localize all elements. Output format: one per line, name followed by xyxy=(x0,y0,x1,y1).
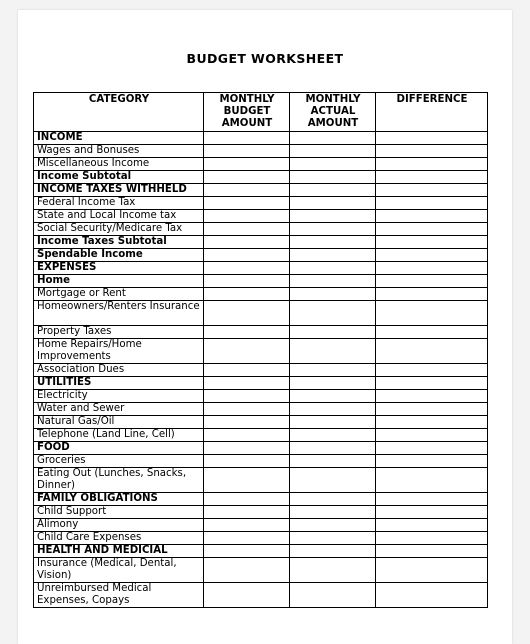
category-cell: Spendable Income xyxy=(34,249,204,262)
table-row xyxy=(34,468,488,493)
table-row xyxy=(34,145,488,158)
budget-amount-cell[interactable] xyxy=(204,583,290,608)
table-row xyxy=(34,288,488,301)
actual-amount-cell[interactable] xyxy=(290,377,376,390)
category-cell: Electricity xyxy=(34,390,204,403)
category-cell: Social Security/Medicare Tax xyxy=(34,223,204,236)
difference-cell[interactable] xyxy=(376,545,488,558)
actual-amount-cell[interactable] xyxy=(290,468,376,493)
difference-cell[interactable] xyxy=(376,468,488,493)
category-cell: Alimony xyxy=(34,519,204,532)
category-cell: Child Support xyxy=(34,506,204,519)
table-row xyxy=(34,403,488,416)
difference-cell[interactable] xyxy=(376,236,488,249)
budget-amount-cell[interactable] xyxy=(204,210,290,223)
header-row xyxy=(34,93,488,132)
difference-cell[interactable] xyxy=(376,223,488,236)
actual-amount-cell[interactable] xyxy=(290,493,376,506)
actual-amount-cell[interactable] xyxy=(290,455,376,468)
actual-amount-cell[interactable] xyxy=(290,275,376,288)
actual-amount-cell[interactable] xyxy=(290,506,376,519)
table-row xyxy=(34,506,488,519)
budget-amount-cell[interactable] xyxy=(204,275,290,288)
category-cell: Eating Out (Lunches, Snacks, Dinner) xyxy=(34,468,204,493)
budget-amount-cell[interactable] xyxy=(204,288,290,301)
category-cell: Association Dues xyxy=(34,364,204,377)
budget-amount-cell[interactable] xyxy=(204,249,290,262)
budget-amount-cell[interactable] xyxy=(204,236,290,249)
budget-table xyxy=(33,92,488,608)
table-row xyxy=(34,545,488,558)
category-cell: Homeowners/Renters Insurance xyxy=(34,301,204,326)
actual-amount-cell[interactable] xyxy=(290,364,376,377)
category-cell: Water and Sewer xyxy=(34,403,204,416)
category-cell: INCOME xyxy=(34,132,204,145)
actual-amount-cell[interactable] xyxy=(290,262,376,275)
table-row xyxy=(34,429,488,442)
category-cell: Home Repairs/Home Improvements xyxy=(34,339,204,364)
category-cell: Wages and Bonuses xyxy=(34,145,204,158)
budget-amount-cell[interactable] xyxy=(204,326,290,339)
difference-cell[interactable] xyxy=(376,493,488,506)
actual-amount-cell[interactable] xyxy=(290,390,376,403)
budget-amount-cell[interactable] xyxy=(204,558,290,583)
actual-amount-cell[interactable] xyxy=(290,236,376,249)
difference-cell[interactable] xyxy=(376,377,488,390)
budget-amount-cell[interactable] xyxy=(204,132,290,145)
budget-amount-cell[interactable] xyxy=(204,455,290,468)
budget-amount-cell[interactable] xyxy=(204,403,290,416)
difference-cell[interactable] xyxy=(376,390,488,403)
actual-amount-cell[interactable] xyxy=(290,158,376,171)
budget-amount-cell[interactable] xyxy=(204,468,290,493)
difference-cell[interactable] xyxy=(376,403,488,416)
budget-amount-cell[interactable] xyxy=(204,506,290,519)
difference-cell[interactable] xyxy=(376,506,488,519)
header-category: CATEGORY xyxy=(34,93,204,132)
header-monthly-budget: MONTHLY BUDGET AMOUNT xyxy=(204,93,290,132)
table-row xyxy=(34,416,488,429)
category-cell: FAMILY OBLIGATIONS xyxy=(34,493,204,506)
actual-amount-cell[interactable] xyxy=(290,132,376,145)
header-monthly-actual: MONTHLY ACTUAL AMOUNT xyxy=(290,93,376,132)
category-cell: UTILITIES xyxy=(34,377,204,390)
difference-cell[interactable] xyxy=(376,197,488,210)
table-row xyxy=(34,493,488,506)
category-cell: EXPENSES xyxy=(34,262,204,275)
budget-amount-cell[interactable] xyxy=(204,197,290,210)
budget-amount-cell[interactable] xyxy=(204,416,290,429)
category-cell: Home xyxy=(34,275,204,288)
difference-cell[interactable] xyxy=(376,275,488,288)
actual-amount-cell[interactable] xyxy=(290,583,376,608)
actual-amount-cell[interactable] xyxy=(290,301,376,326)
budget-amount-cell[interactable] xyxy=(204,262,290,275)
difference-cell[interactable] xyxy=(376,364,488,377)
difference-cell[interactable] xyxy=(376,583,488,608)
table-row xyxy=(34,275,488,288)
actual-amount-cell[interactable] xyxy=(290,442,376,455)
difference-cell[interactable] xyxy=(376,249,488,262)
difference-cell[interactable] xyxy=(376,210,488,223)
actual-amount-cell[interactable] xyxy=(290,223,376,236)
category-cell: Natural Gas/Oil xyxy=(34,416,204,429)
difference-cell[interactable] xyxy=(376,132,488,145)
table-row xyxy=(34,583,488,608)
category-cell: Mortgage or Rent xyxy=(34,288,204,301)
category-cell: Groceries xyxy=(34,455,204,468)
budget-amount-cell[interactable] xyxy=(204,158,290,171)
table-row xyxy=(34,442,488,455)
page-title: BUDGET WORKSHEET xyxy=(186,51,344,66)
category-cell: Child Care Expenses xyxy=(34,532,204,545)
category-cell: INCOME TAXES WITHHELD xyxy=(34,184,204,197)
difference-cell[interactable] xyxy=(376,288,488,301)
table-row xyxy=(34,184,488,197)
table-row xyxy=(34,171,488,184)
difference-cell[interactable] xyxy=(376,442,488,455)
actual-amount-cell[interactable] xyxy=(290,558,376,583)
actual-amount-cell[interactable] xyxy=(290,416,376,429)
actual-amount-cell[interactable] xyxy=(290,145,376,158)
difference-cell[interactable] xyxy=(376,158,488,171)
budget-amount-cell[interactable] xyxy=(204,532,290,545)
difference-cell[interactable] xyxy=(376,532,488,545)
difference-cell[interactable] xyxy=(376,339,488,364)
table-row xyxy=(34,326,488,339)
category-cell: HEALTH AND MEDICIAL xyxy=(34,545,204,558)
budget-amount-cell[interactable] xyxy=(204,545,290,558)
difference-cell[interactable] xyxy=(376,416,488,429)
actual-amount-cell[interactable] xyxy=(290,429,376,442)
difference-cell[interactable] xyxy=(376,262,488,275)
budget-amount-cell[interactable] xyxy=(204,364,290,377)
budget-amount-cell[interactable] xyxy=(204,339,290,364)
table-row xyxy=(34,339,488,364)
budget-amount-cell[interactable] xyxy=(204,301,290,326)
actual-amount-cell[interactable] xyxy=(290,545,376,558)
category-cell: FOOD xyxy=(34,442,204,455)
category-cell: Insurance (Medical, Dental, Vision) xyxy=(34,558,204,583)
category-cell: Property Taxes xyxy=(34,326,204,339)
difference-cell[interactable] xyxy=(376,519,488,532)
category-cell: State and Local Income tax xyxy=(34,210,204,223)
difference-cell[interactable] xyxy=(376,455,488,468)
actual-amount-cell[interactable] xyxy=(290,326,376,339)
table-row xyxy=(34,223,488,236)
budget-amount-cell[interactable] xyxy=(204,145,290,158)
header-difference: DIFFERENCE xyxy=(376,93,488,132)
category-cell: Income Subtotal xyxy=(34,171,204,184)
actual-amount-cell[interactable] xyxy=(290,171,376,184)
table-row xyxy=(34,262,488,275)
actual-amount-cell[interactable] xyxy=(290,403,376,416)
table-row xyxy=(34,377,488,390)
table-row xyxy=(34,390,488,403)
difference-cell[interactable] xyxy=(376,184,488,197)
actual-amount-cell[interactable] xyxy=(290,249,376,262)
budget-amount-cell[interactable] xyxy=(204,429,290,442)
difference-cell[interactable] xyxy=(376,301,488,326)
actual-amount-cell[interactable] xyxy=(290,532,376,545)
table-row xyxy=(34,236,488,249)
table-row xyxy=(34,301,488,326)
difference-cell[interactable] xyxy=(376,429,488,442)
category-cell: Telephone (Land Line, Cell) xyxy=(34,429,204,442)
table-row xyxy=(34,158,488,171)
budget-amount-cell[interactable] xyxy=(204,493,290,506)
difference-cell[interactable] xyxy=(376,145,488,158)
table-row xyxy=(34,132,488,145)
table-row xyxy=(34,210,488,223)
budget-amount-cell[interactable] xyxy=(204,390,290,403)
budget-amount-cell[interactable] xyxy=(204,223,290,236)
table-row xyxy=(34,558,488,583)
budget-amount-cell[interactable] xyxy=(204,171,290,184)
actual-amount-cell[interactable] xyxy=(290,184,376,197)
table-row xyxy=(34,519,488,532)
budget-amount-cell[interactable] xyxy=(204,377,290,390)
table-body xyxy=(34,132,488,608)
category-cell: Unreimbursed Medical Expenses, Copays xyxy=(34,583,204,608)
actual-amount-cell[interactable] xyxy=(290,339,376,364)
actual-amount-cell[interactable] xyxy=(290,519,376,532)
table-row xyxy=(34,455,488,468)
category-cell: Federal Income Tax xyxy=(34,197,204,210)
difference-cell[interactable] xyxy=(376,171,488,184)
actual-amount-cell[interactable] xyxy=(290,210,376,223)
difference-cell[interactable] xyxy=(376,326,488,339)
budget-amount-cell[interactable] xyxy=(204,184,290,197)
difference-cell[interactable] xyxy=(376,558,488,583)
table-row xyxy=(34,197,488,210)
budget-amount-cell[interactable] xyxy=(204,519,290,532)
table-row xyxy=(34,249,488,262)
table-row xyxy=(34,364,488,377)
table-row xyxy=(34,532,488,545)
actual-amount-cell[interactable] xyxy=(290,288,376,301)
category-cell: Income Taxes Subtotal xyxy=(34,236,204,249)
actual-amount-cell[interactable] xyxy=(290,197,376,210)
budget-amount-cell[interactable] xyxy=(204,442,290,455)
category-cell: Miscellaneous Income xyxy=(34,158,204,171)
